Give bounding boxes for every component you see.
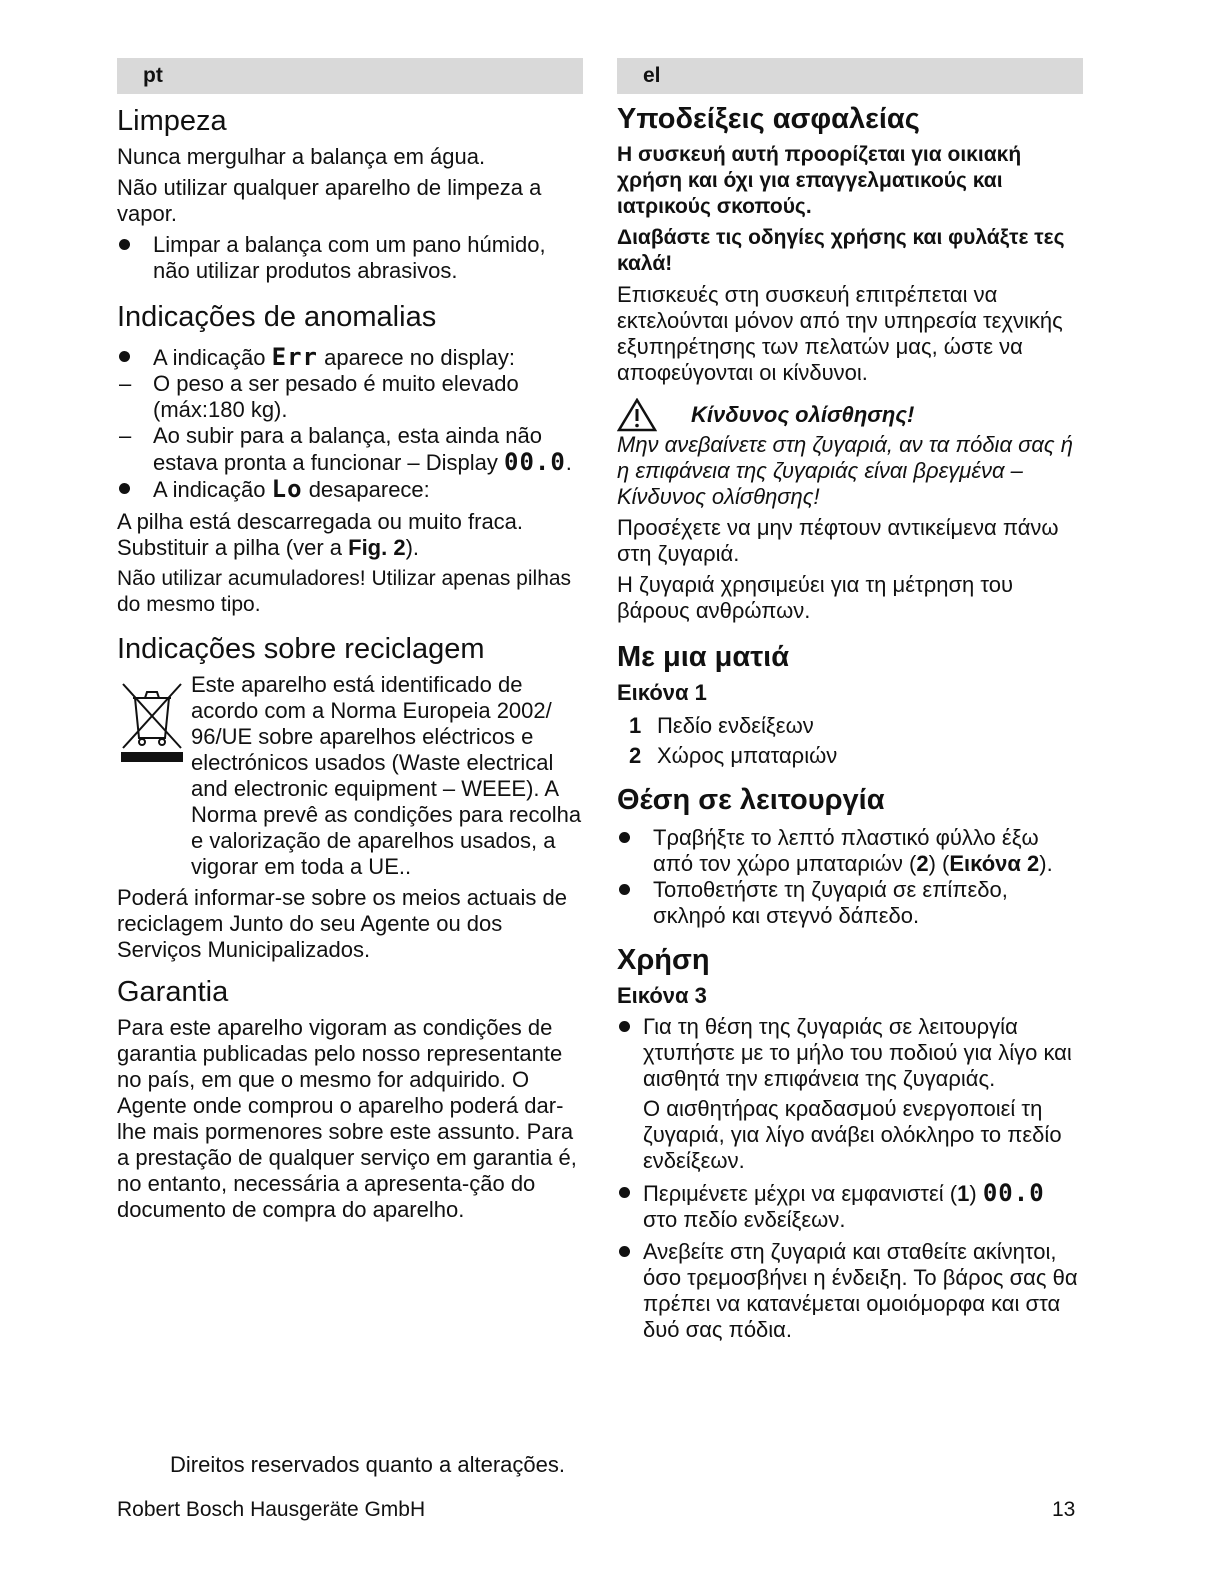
heading-setup: Θέση σε λειτουργία xyxy=(617,784,885,816)
heading-safety: Υποδείξεις ασφαλείας xyxy=(617,103,920,135)
warning-title: Κίνδυνος ολίσθησης! xyxy=(691,402,915,427)
list-item: Για τη θέση της ζυγαριάς σε λειτουργία χτυπήστε με το μήλο του ποδιού για λίγο και αισθητά την επιφάνεια της ζυγαριάς. Ο αισθητήρας κραδασμού ενεργοποιεί τη ζυγαριά, για λίγο ανάβει ολόκληρο το πεδίο ενδείξεων. xyxy=(617,1014,1083,1174)
list-item: – Ao subir para a balança, esta ainda não estava pronta a funcionar – Display 00.0. xyxy=(119,423,572,476)
paragraph: Para este aparelho vigoram as condições de garantia publicadas pelo nosso representante no país, em que o mesmo for adquirido. O Agente onde comprou o aparelho poderá dar-lhe mais pormenores sobre este assunto. Para a prestação de qualquer serviço em garantia é, no entanto, necessária a apresenta-ção do documento de compra do aparelho. xyxy=(117,1015,577,1222)
paragraph: Nunca mergulhar a balança em água. xyxy=(117,144,486,169)
dash-icon: – xyxy=(119,371,132,396)
weee-bin-icon xyxy=(117,676,187,766)
paragraph: Επισκευές στη συσκευή επιτρέπεται να εκτελούνται μόνον από την υπηρεσία τεχνικής εξυπηρέτησης των πελατών μας, ώστε να αποφεύγονται οι κίνδυνοι. xyxy=(617,282,1063,385)
figure-ref: Εικόνα 1 xyxy=(617,680,707,705)
column-el xyxy=(617,58,1083,1349)
list-item: 2 Χώρος μπαταριών xyxy=(629,743,838,768)
bullet-list xyxy=(117,344,583,503)
paragraph: Não utilizar acumuladores! Utilizar apenas pilhas do mesmo tipo. xyxy=(117,567,572,616)
heading-anomalias: Indicações de anomalias xyxy=(117,301,437,333)
paragraph: Προσέχετε να μην πέφτουν αντικείμενα πάνω στη ζυγαριά. xyxy=(617,515,1059,566)
list-item: A indicação Lo desaparece: xyxy=(117,476,583,503)
dash-icon: – xyxy=(119,423,132,448)
warning-block xyxy=(617,398,1083,432)
heading-reciclagem: Indicações sobre reciclagem xyxy=(117,633,485,665)
warning-triangle-icon xyxy=(617,398,657,432)
list-item: Τοποθετήστε τη ζυγαριά σε επίπεδο, σκληρό και στεγνό δάπεδο. xyxy=(617,877,1083,929)
list-item: 1 Πεδίο ενδείξεων xyxy=(629,713,814,738)
paragraph: Poderá informar-se sobre os meios actuais de reciclagem Junto do seu Agente ou dos Serviços Municipalizados. xyxy=(117,885,567,962)
list-item: – O peso a ser pesado é muito elevado (máx:180 kg). xyxy=(119,371,519,422)
figure-ref: Εικόνα 3 xyxy=(617,983,707,1008)
footer-company: Robert Bosch Hausgeräte GmbH xyxy=(117,1498,426,1521)
display-code-zero: 00.0 xyxy=(982,1179,1045,1207)
rights-notice: Direitos reservados quanto a alterações. xyxy=(170,1452,565,1477)
heading-usage: Χρήση xyxy=(617,944,710,976)
bullet-icon xyxy=(119,483,130,494)
bullet-list xyxy=(117,232,583,284)
display-code-zero: 00.0 xyxy=(504,448,566,476)
list-item: Τραβήξτε το λεπτό πλαστικό φύλλο έξω από τον χώρο μπαταριών (2) (Εικόνα 2). xyxy=(617,825,1083,877)
list-item: A indicação Err aparece no display: xyxy=(117,344,583,371)
paragraph: Não utilizar qualquer aparelho de limpeza a vapor. xyxy=(117,175,542,226)
bullet-icon xyxy=(619,884,630,895)
bullet-icon xyxy=(619,1187,630,1198)
bullet-list xyxy=(617,825,1083,929)
bullet-icon xyxy=(119,239,130,250)
paragraph: Este aparelho está identificado de acordo com a Norma Europeia 2002/ 96/UE sobre aparelhos eléctricos e electrónicos usados (Waste electrical and electronic equipment – WEEE). A Norma prevê as condições para recolha e valorização de aparelhos usados, a vigorar em toda a UE.. xyxy=(191,672,582,879)
bullet-icon xyxy=(619,832,630,843)
paragraph: Η συσκευή αυτή προορίζεται για οικιακή χρήση και όχι για επαγγελματικούς και ιατρικούς σκοπούς. xyxy=(617,143,1022,218)
display-code-lo: Lo xyxy=(271,475,303,503)
bullet-icon xyxy=(119,351,130,362)
display-code-err: Err xyxy=(271,343,319,371)
list-item: Limpar a balança com um pano húmido, não utilizar produtos abrasivos. xyxy=(117,232,583,284)
list-item: Ανεβείτε στη ζυγαριά και σταθείτε ακίνητοι, όσο τρεμοσβήνει η ένδειξη. Το βάρος σας θα πρέπει να κατανέμεται ομοιόμορφα και στα δυό σας πόδια. xyxy=(617,1239,1083,1343)
warning-text: Μην ανεβαίνετε στη ζυγαριά, αν τα πόδια σας ή η επιφάνεια της ζυγαριάς είναι βρεγμένα – Κίνδυνος ολίσθησης! xyxy=(617,432,1073,509)
heading-garantia: Garantia xyxy=(117,976,229,1008)
list-item: Περιμένετε μέχρι να εμφανιστεί (1) 00.0 στο πεδίο ενδείξεων. xyxy=(617,1180,1083,1233)
language-header-el: el xyxy=(617,58,1083,94)
heading-limpeza: Limpeza xyxy=(117,105,227,137)
paragraph: Διαβάστε τις οδηγίες χρήσης και φυλάξτε τες καλά! xyxy=(617,226,1065,275)
paragraph: A pilha está descarregada ou muito fraca. Substituir a pilha (ver a Fig. 2). xyxy=(117,509,524,560)
language-header-pt: pt xyxy=(117,58,583,94)
paragraph: Η ζυγαριά χρησιμεύει για τη μέτρηση του βάρους ανθρώπων. xyxy=(617,572,1014,623)
bullet-icon xyxy=(619,1021,630,1032)
bullet-icon xyxy=(619,1246,630,1257)
bullet-list xyxy=(617,1014,1083,1343)
numbered-list xyxy=(617,711,1083,771)
page-number: 13 xyxy=(1052,1498,1076,1521)
column-pt xyxy=(117,58,583,1228)
heading-glance: Με μια ματιά xyxy=(617,641,790,673)
